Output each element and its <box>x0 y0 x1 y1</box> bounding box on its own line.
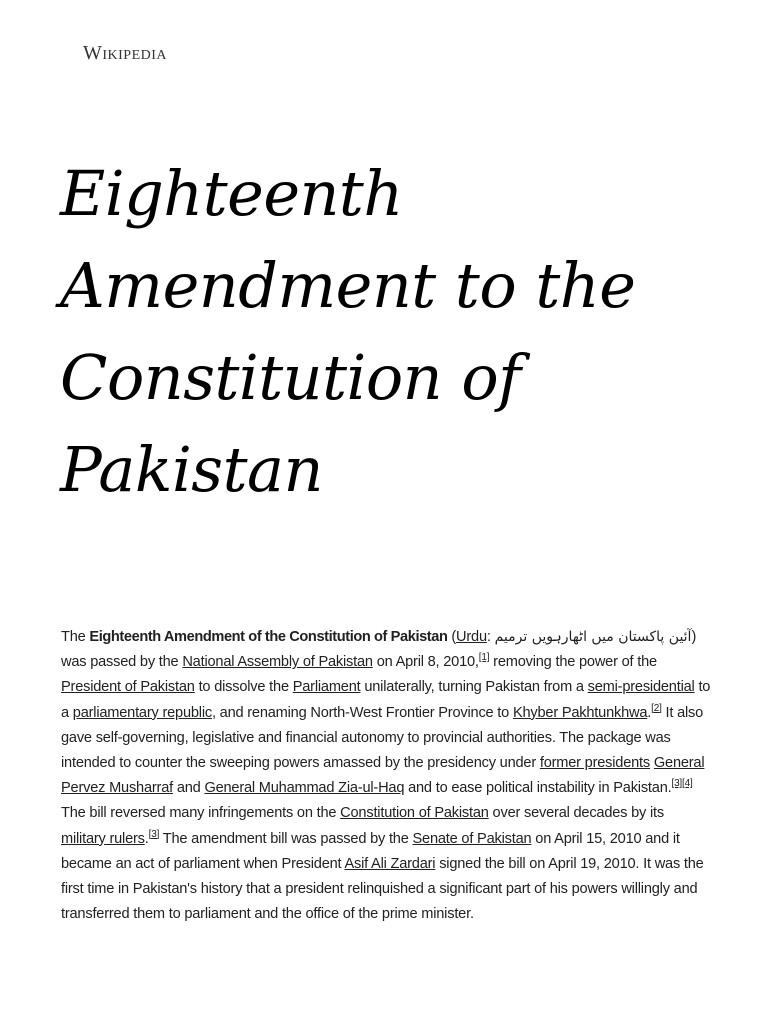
text-run: on April 8, 2010, <box>372 654 479 671</box>
text-run: The bill reversed many infringements on the <box>61 805 341 822</box>
text-run: signed the bill on April 19, 2010. It was the first time in Pakistan's history that a president relinquished a significant part of his powers willingly and transferred them to parliament and the office of the prime minister. <box>61 855 704 923</box>
edge-marker <box>0 40 3 43</box>
link-president-of-pakistan[interactable]: President of Pakistan <box>61 679 195 696</box>
link-parliamentary-republic[interactable]: parliamentary republic <box>72 704 212 721</box>
reference-1[interactable] <box>479 652 490 663</box>
urdu-name: آئین پاکستان میں اٹھارہویں ترمیم <box>494 629 692 645</box>
link-senate-of-pakistan[interactable]: Senate of Pakistan <box>412 830 532 847</box>
text-run: . <box>144 830 149 847</box>
text-run: , and renaming North-West Frontier Province to <box>211 704 513 721</box>
reference-4[interactable] <box>682 778 693 789</box>
text-run: unilaterally, turning Pakistan from a <box>360 679 588 696</box>
reference-link[interactable]: [4] <box>682 778 693 790</box>
link-khyber-pakhtunkhwa[interactable]: Khyber Pakhtunkhwa <box>512 704 648 721</box>
text-run: ) was passed by the <box>61 629 697 671</box>
reference-2[interactable] <box>651 703 662 714</box>
text-run: removing the power of the <box>489 654 657 671</box>
link-zia-ul-haq[interactable]: General Muhammad Zia-ul-Haq <box>204 780 405 797</box>
text-run: on April 15, 2010 and it became an act of parliament when President <box>61 830 680 872</box>
text-run: ( <box>447 629 457 645</box>
text-run: and <box>172 780 205 797</box>
page-title: Eighteenth Amendment to the Constitution of Pakistan <box>60 157 636 506</box>
reference-link[interactable]: [2] <box>651 702 662 714</box>
link-semi-presidential[interactable]: semi-presidential <box>587 679 695 696</box>
link-constitution-of-pakistan[interactable]: Constitution of Pakistan <box>340 805 489 822</box>
text-run: It also gave self-governing, legislative and financial autonomy to provincial authorities. The package was intended to counter the sweeping powers amassed by the presidency under <box>61 704 704 772</box>
article-subject-bold: Eighteenth Amendment of the Constitution of Pakistan <box>89 629 448 645</box>
text-run: to a <box>61 679 711 721</box>
wikipedia-logo[interactable]: Wikipedia <box>83 42 168 64</box>
reference-link[interactable]: [3] <box>148 828 160 840</box>
text-run: : <box>486 629 495 645</box>
text-run: over several decades by its <box>488 805 664 822</box>
link-military-rulers[interactable]: military rulers <box>61 830 145 847</box>
article-intro-paragraph <box>61 625 711 927</box>
link-urdu[interactable]: Urdu <box>456 629 487 645</box>
link-pervez-musharraf[interactable]: General Pervez Musharraf <box>61 755 705 797</box>
text-run: and to ease political instability in Pakistan. <box>404 780 672 797</box>
reference-3[interactable] <box>671 778 682 789</box>
reference-3-repeat[interactable] <box>149 829 160 840</box>
text-run: . <box>647 704 652 721</box>
link-parliament[interactable]: Parliament <box>292 679 361 696</box>
link-national-assembly[interactable]: National Assembly of Pakistan <box>182 654 373 671</box>
link-former-presidents[interactable]: former presidents <box>539 755 651 772</box>
reference-link[interactable]: [1] <box>478 652 490 664</box>
reference-link[interactable]: [3] <box>671 778 683 790</box>
text-run: to dissolve the <box>194 679 293 696</box>
text-run: The amendment bill was passed by the <box>159 830 413 847</box>
link-asif-ali-zardari[interactable]: Asif Ali Zardari <box>344 855 436 872</box>
text-run: The <box>61 629 90 645</box>
